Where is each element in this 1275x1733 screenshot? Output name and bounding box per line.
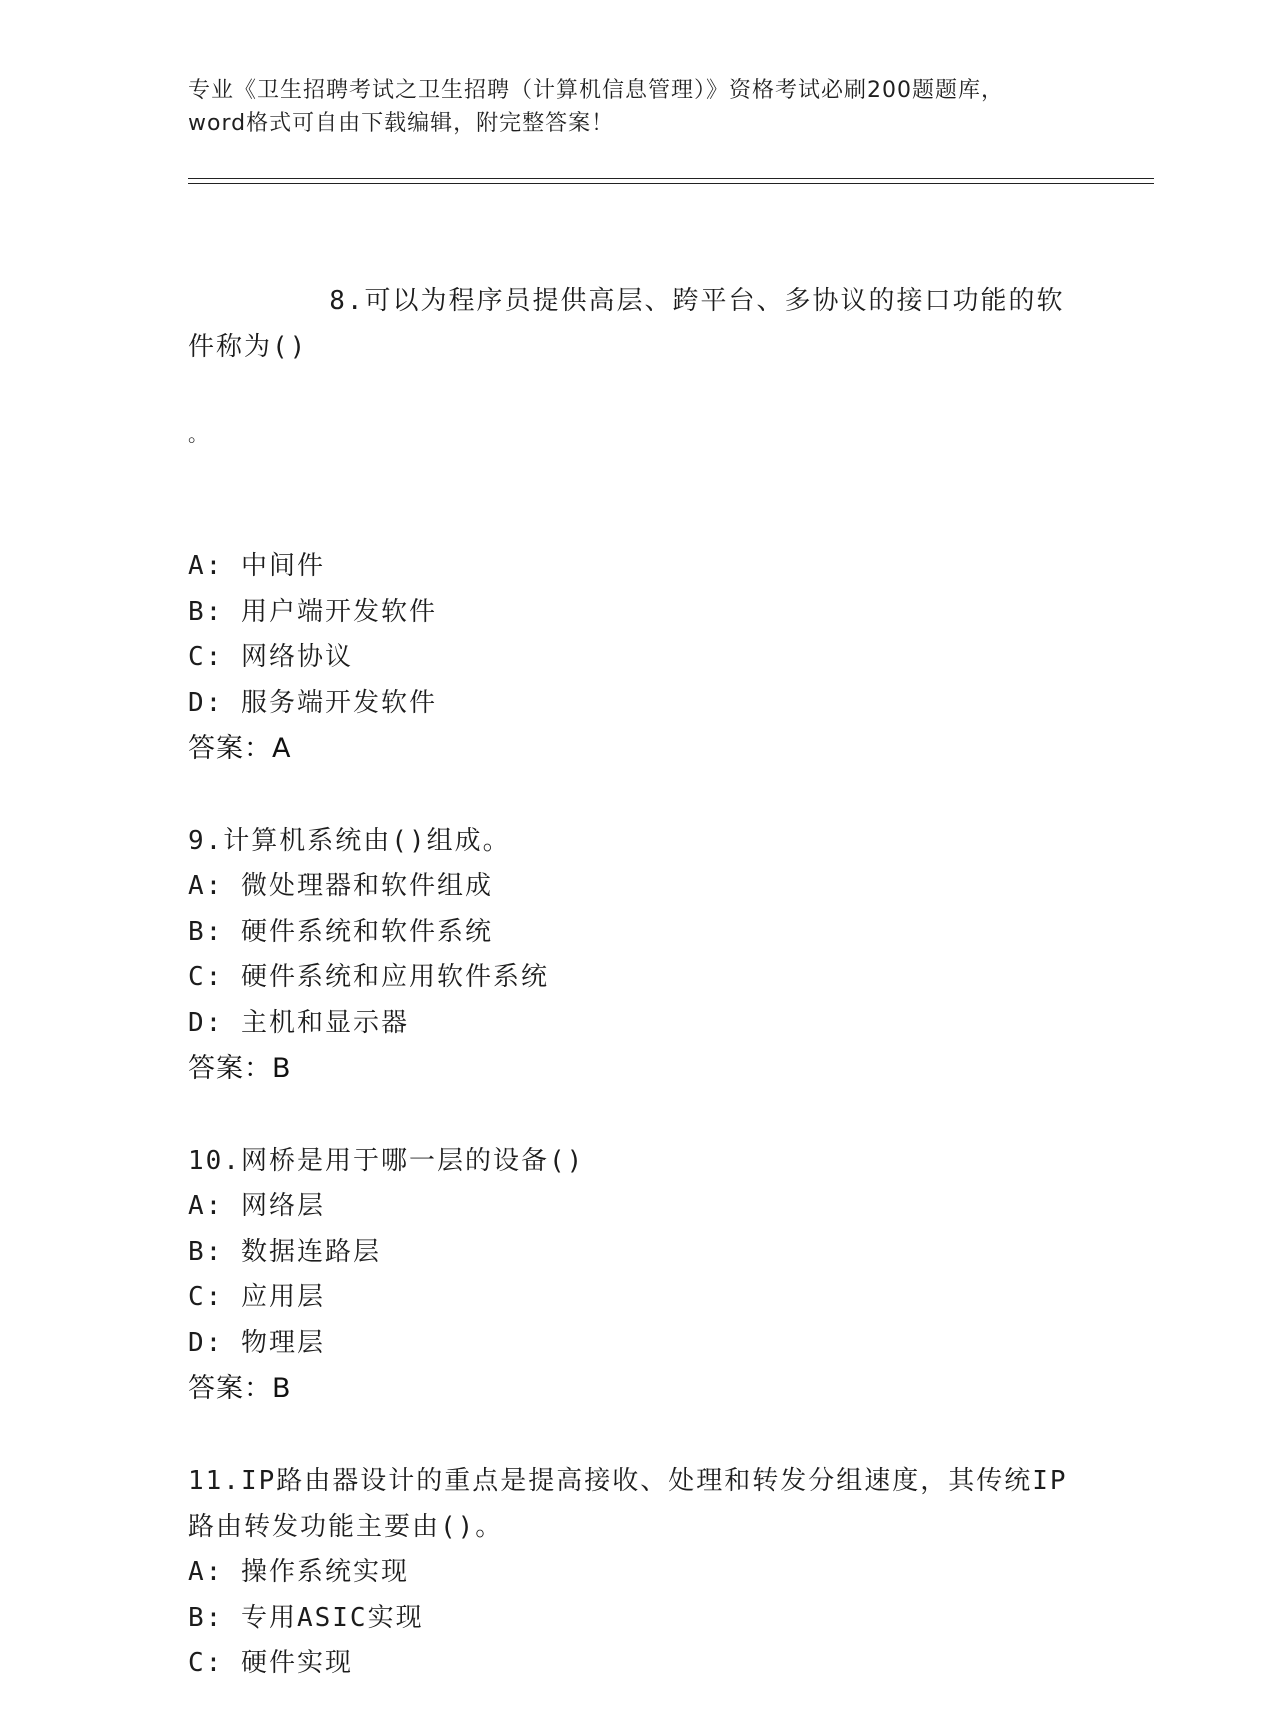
question-10 (188, 1138, 1088, 1412)
answer-label: 答案：B (188, 1373, 292, 1404)
question-9 (188, 818, 1088, 1092)
header-divider-bottom (188, 183, 1154, 184)
document-header (188, 74, 1088, 140)
option-c: C: 网络协议 (188, 642, 353, 672)
option-a: A: 操作系统实现 (188, 1557, 409, 1587)
option-a: A: 微处理器和软件组成 (188, 871, 493, 901)
question-stem (188, 232, 1088, 544)
option-c: C: 硬件系统和应用软件系统 (188, 962, 549, 992)
option-b: B: 数据连路层 (188, 1236, 381, 1267)
question-11 (188, 1458, 1088, 1687)
option-b: B: 用户端开发软件 (188, 596, 437, 627)
option-c: C: 硬件实现 (188, 1648, 353, 1678)
option-d: D: 物理层 (188, 1327, 325, 1358)
option-d: D: 主机和显示器 (188, 1007, 409, 1038)
header-line-2: word格式可自由下载编辑，附完整答案！ (188, 111, 615, 136)
option-c: C: 应用层 (188, 1282, 325, 1312)
header-divider-top (188, 178, 1154, 179)
option-d: D: 服务端开发软件 (188, 687, 437, 718)
question-stem-tail: 。 (188, 422, 210, 446)
question-8 (188, 232, 1088, 772)
question-stem: 9.计算机系统由()组成。 (188, 826, 511, 856)
answer-label: 答案：B (188, 1053, 292, 1084)
question-stem: 10.网桥是用于哪一层的设备() (188, 1146, 585, 1176)
option-a: A: 网络层 (188, 1191, 325, 1221)
header-line-1: 专业《卫生招聘考试之卫生招聘（计算机信息管理）》资格考试必刷200题题库， (188, 78, 1004, 103)
answer-label: 答案：A (188, 733, 292, 764)
option-a: A: 中间件 (188, 551, 325, 581)
option-b: B: 硬件系统和软件系统 (188, 916, 493, 947)
question-stem-text: 8.可以为程序员提供高层、跨平台、多协议的接口功能的软件称为() (188, 286, 1065, 362)
option-b: B: 专用ASIC实现 (188, 1602, 424, 1633)
question-stem: 11.IP路由器设计的重点是提高接收、处理和转发分组速度，其传统IP路由转发功能主要由()。 (188, 1466, 1068, 1542)
question-list (188, 232, 1088, 1733)
